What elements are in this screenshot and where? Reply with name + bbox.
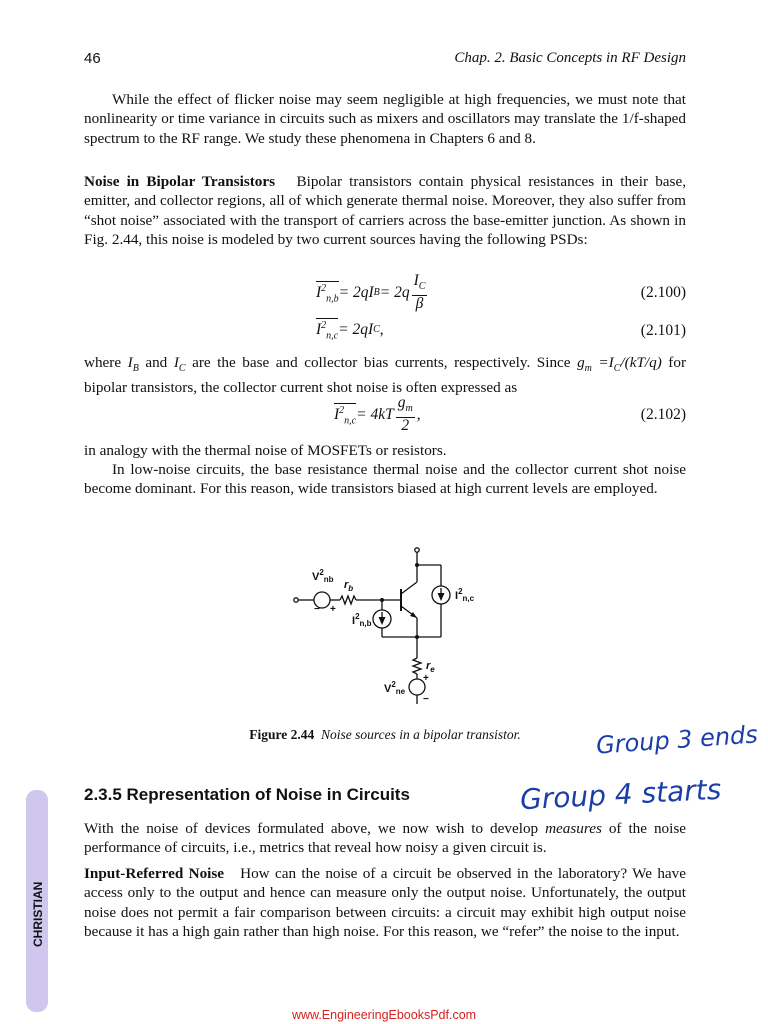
eq102-rhs: = 4kT (356, 405, 394, 423)
vne-minus: − (423, 694, 429, 705)
page-number: 46 (84, 50, 101, 67)
paragraph-bipolar-noise (84, 172, 686, 249)
eq100-lhs-sub: n,b (326, 293, 339, 305)
eq102-tail: , (416, 405, 421, 423)
base-node (380, 598, 384, 602)
vne-label: $V^2_{ne}$ (384, 680, 406, 696)
paragraph-analogy: in analogy with the thermal noise of MOSFETs or resistors. (84, 442, 447, 459)
eq101-lhs-sup: 2 (321, 320, 327, 331)
bipolar-noise-schematic (286, 540, 486, 720)
equation-2-100 (84, 273, 686, 313)
eq100-mid-sub: B (373, 287, 380, 299)
eq100-mid: = 2qI (338, 283, 374, 301)
vne-plus: + (423, 673, 429, 684)
paragraph-input-referred-body: How can the noise of a circuit be observed in the laboratory? We have access only to the output and hence can measure only the output noise. Unfortunately, the output noise does not permit a fair comparison between circuits: a circuit may exhibit high output noise because it has a high gain rather than high noise. For this reason, we “refer” the noise to the input. (84, 865, 687, 940)
inb-arrow-icon (379, 617, 386, 625)
rb-label: $r_b$ (344, 579, 354, 593)
paragraph-measures: With the noise of devices formulated above, we now wish to develop measures of the noise performance of circuits, i.e., metrics that reveal how noisy a given circuit is. (84, 820, 686, 857)
equation-number: (2.102) (640, 406, 686, 423)
figure-caption-text: Noise sources in a bipolar transistor. (320, 727, 521, 742)
footer-url[interactable]: www.EngineeringEbooksPdf.com (291, 1008, 477, 1022)
handwritten-note-group3: Group 3 ends (595, 720, 759, 760)
equation-2-101 (84, 318, 686, 358)
eq100-eq2: = 2q (379, 283, 410, 301)
emitter-node (415, 635, 419, 639)
eq100-frac-den: β (415, 295, 424, 313)
eq101-tail: , (379, 320, 384, 338)
re-resistor (413, 658, 421, 674)
vnb-minus: − (314, 604, 320, 615)
eq100-fraction (412, 273, 428, 312)
eq102-lhs-sub: n,c (344, 415, 357, 427)
eq100-frac-num: I (413, 272, 419, 289)
paragraph-flicker: While the effect of flicker noise may seem negligible at high frequencies, we must note that nonlinearity or time variance in circuits such as mixers and oscillators may translate the 1/f-shaped spectrum to the RF range. We study these phenomena in Chapters 6 and 8. (84, 91, 686, 147)
rb-resistor (340, 596, 356, 604)
equation-number: (2.101) (640, 322, 686, 339)
equation-number: (2.100) (640, 284, 686, 301)
inline-heading-bipolar: Noise in Bipolar Transistors (84, 173, 276, 190)
eq100-lhs-sup: 2 (321, 282, 327, 294)
input-terminal (294, 598, 298, 602)
handwritten-note-group4: Group 4 starts (519, 772, 723, 817)
eq102-fraction (396, 395, 415, 434)
eq101-lhs: I (316, 321, 322, 339)
re-label: $r_e$ (426, 660, 435, 674)
eq101-rhs: = 2qI (338, 320, 374, 338)
vnb-plus: + (330, 604, 336, 615)
inline-heading-input-referred: Input-Referred Noise (84, 865, 225, 882)
eq100-lhs: I (316, 284, 322, 302)
eq101-lhs-sub: n,c (326, 330, 339, 342)
paragraph-bipolar-body: Bipolar transistors contain physical resistances in their base, emitter, and collector regions, all of which generate thermal noise. Moreover, they also suffer from “shot noise” associated with the transport of carriers across the base-emitter junction. As shown in Fig. 2.44, this noise is modeled by two current sources having the following PSDs: (84, 173, 686, 248)
inc-arrow-icon (438, 593, 445, 601)
inc-label: $I^2_{n,c}$ (455, 587, 475, 603)
equation-2-102 (84, 395, 686, 435)
eq102-frac-num-sub: m (405, 403, 413, 415)
side-tab-label: CHRISTIAN (31, 881, 45, 947)
figure-caption-label: Figure 2.44 (249, 727, 315, 742)
inb-label: $I^2_{n,b}$ (352, 612, 372, 628)
side-tab (26, 790, 48, 1012)
eq101-rhs-sub: C (373, 324, 380, 336)
paragraph-low-noise: In low-noise circuits, the base resistance thermal noise and the collector current shot noise become dominant. For this reason, wide transistors biased at high current levels are employed. (84, 461, 686, 498)
eq102-lhs: I (334, 406, 340, 424)
section-heading: 2.3.5 Representation of Noise in Circuits (84, 785, 410, 804)
paragraph-bias-currents: where $I_B$ and $I_C$ are the base and collector bias currents, respectively. Since $g_m =I_C/(kT/q)$ for bipolar transistors, the collector current shot noise is often expressed as (84, 354, 687, 397)
eq100-frac-num-sub: C (418, 281, 426, 293)
eq102-lhs-sup: 2 (339, 404, 345, 416)
paragraph-input-referred (84, 864, 686, 941)
collector-terminal (415, 548, 419, 552)
eq102-frac-num: g (397, 394, 406, 411)
eq102-frac-den: 2 (401, 417, 410, 435)
vnb-label: $V^2_{nb}$ (312, 568, 334, 584)
running-head: Chap. 2. Basic Concepts in RF Design (454, 50, 686, 66)
collector-node (415, 563, 419, 567)
